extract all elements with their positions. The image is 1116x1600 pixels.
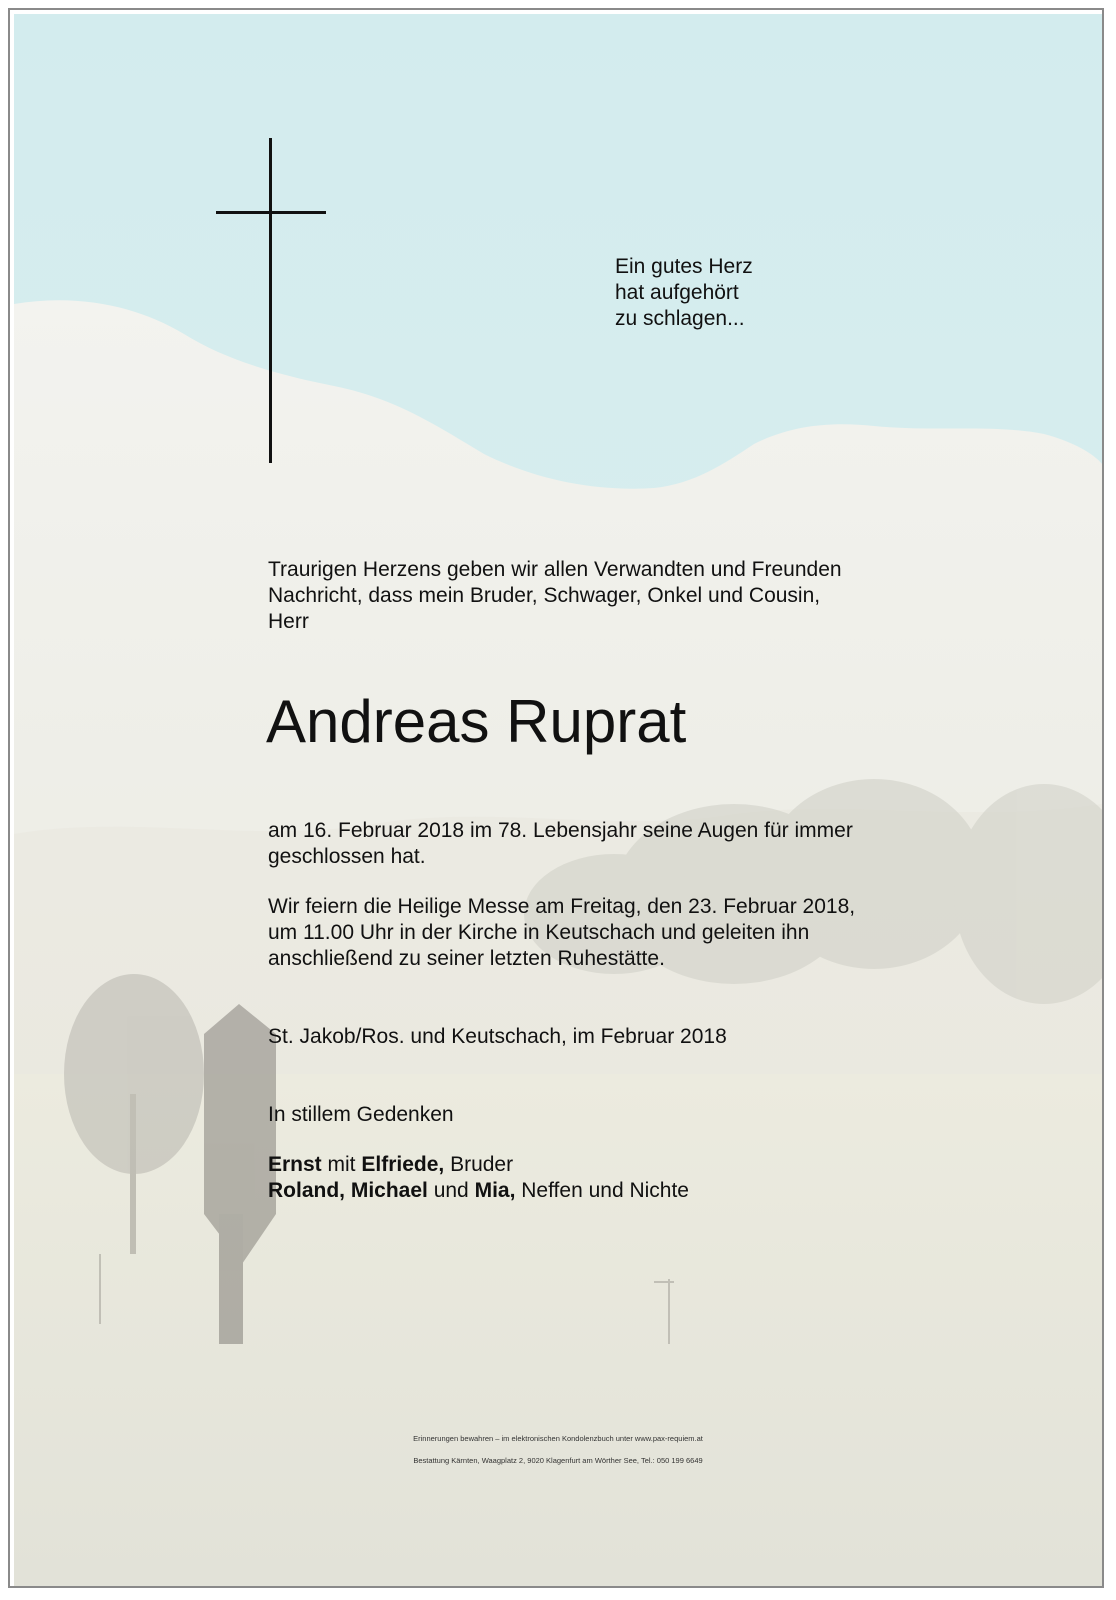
deceased-name: Andreas Ruprat <box>266 688 687 755</box>
mourner-name: Mia, <box>474 1179 516 1202</box>
memory-line <box>268 1102 454 1128</box>
motto-line: hat aufgehört <box>615 281 739 304</box>
intro-line: Nachricht, dass mein Bruder, Schwager, Onkel und Cousin, <box>268 584 821 607</box>
death-notice-line: geschlossen hat. <box>268 845 426 868</box>
mourner-name: Ernst <box>268 1153 322 1176</box>
mourner-name: Roland, Michael <box>268 1179 428 1202</box>
intro-paragraph <box>268 557 842 635</box>
mass-notice-line: um 11.00 Uhr in der Kirche in Keutschach und geleiten ihn <box>268 921 810 944</box>
death-notice-line: am 16. Februar 2018 im 78. Lebensjahr seine Augen für immer <box>268 819 853 842</box>
motto-line: Ein gutes Herz <box>615 255 753 278</box>
memory-line-text: In stillem Gedenken <box>268 1103 454 1126</box>
motto-verse <box>615 254 753 332</box>
footer-address-line: Bestattung Kärnten, Waagplatz 2, 9020 Klagenfurt am Wörther See, Tel.: 050 199 6649 <box>413 1456 703 1465</box>
mourner-connector: mit <box>321 1153 362 1176</box>
place-date <box>268 1024 727 1050</box>
mourners-list <box>268 1152 689 1204</box>
mourner-row <box>268 1152 689 1178</box>
footer-condolence-line: Erinnerungen bewahren – im elektronischen Kondolenzbuch unter www.pax-requiem.at <box>413 1434 703 1443</box>
mass-notice <box>268 894 855 972</box>
mass-notice-line: anschließend zu seiner letzten Ruhestätte. <box>268 947 665 970</box>
intro-line: Traurigen Herzens geben wir allen Verwandten und Freunden <box>268 558 842 581</box>
obituary-card <box>14 14 1102 1586</box>
intro-line: Herr <box>268 610 309 633</box>
mourner-connector: und <box>427 1179 475 1202</box>
mourner-row <box>268 1178 689 1204</box>
motto-line: zu schlagen... <box>615 307 745 330</box>
mourner-name: Elfriede, <box>361 1153 445 1176</box>
place-date-line: St. Jakob/Ros. und Keutschach, im Februar 2018 <box>268 1025 727 1048</box>
death-notice <box>268 818 853 870</box>
cross-icon <box>216 138 326 463</box>
mourner-relation: Neffen und Nichte <box>515 1179 689 1202</box>
mourner-relation: Bruder <box>444 1153 514 1176</box>
mass-notice-line: Wir feiern die Heilige Messe am Freitag, den 23. Februar 2018, <box>268 895 856 918</box>
